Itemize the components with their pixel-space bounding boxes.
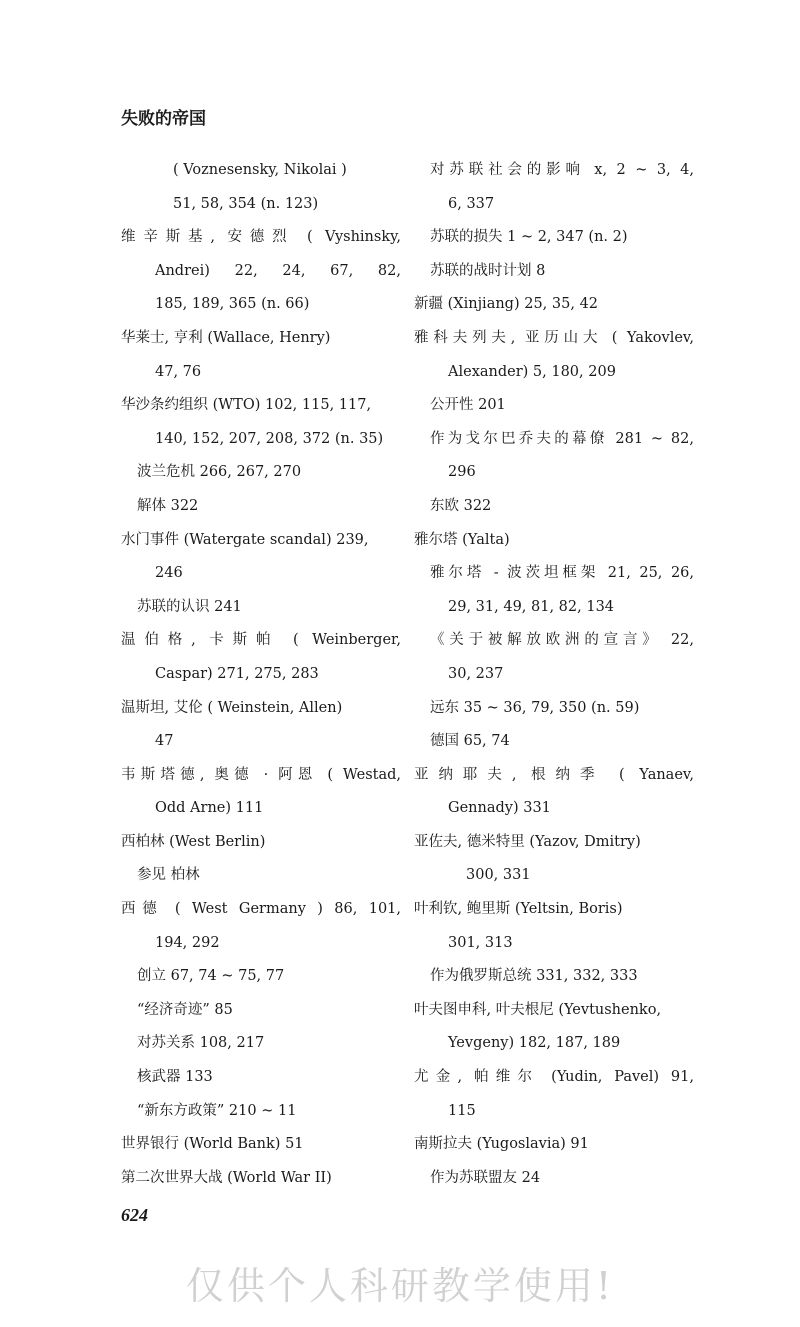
index-entry-line: Andrei) 22, 24, 67, 82, bbox=[155, 262, 401, 279]
index-entry-line: 创立 67, 74 ~ 75, 77 bbox=[137, 968, 285, 985]
index-entry-line: Gennady) 331 bbox=[448, 800, 551, 817]
index-entry-line: 远东 35 ~ 36, 79, 350 (n. 59) bbox=[430, 699, 640, 716]
index-entry-line: Yevgeny) 182, 187, 189 bbox=[448, 1035, 621, 1052]
index-entry-line: 维辛斯基, 安德烈 ( Vyshinsky, bbox=[121, 229, 401, 246]
index-entry-line: 东欧 322 bbox=[430, 497, 492, 514]
index-entry-line: 核武器 133 bbox=[137, 1069, 213, 1086]
index-entry-line: 华沙条约组织 (WTO) 102, 115, 117, bbox=[121, 397, 372, 414]
index-entry-line: 华莱士, 亨利 (Wallace, Henry) bbox=[121, 329, 331, 346]
index-entry-line: 对苏联社会的影响 x, 2 ~ 3, 4, bbox=[430, 162, 694, 178]
index-entry-line: “新东方政策” 210 ~ 11 bbox=[137, 1102, 297, 1119]
index-entry-line: 世界银行 (World Bank) 51 bbox=[121, 1136, 304, 1153]
index-entry-line: 雅科夫列夫, 亚历山大 ( Yakovlev, bbox=[414, 329, 694, 346]
index-entry-line: 300, 331 bbox=[466, 867, 531, 884]
index-entry-line: 叶夫图申科, 叶夫根尼 (Yevtushenko, bbox=[414, 1001, 662, 1018]
index-entry-line: 亚纳耶夫, 根纳季 ( Yanaev, bbox=[414, 766, 694, 783]
index-entry-line: 苏联的损失 1 ~ 2, 347 (n. 2) bbox=[430, 229, 628, 246]
index-entry-line: 德国 65, 74 bbox=[430, 733, 510, 750]
index-entry-line: 作为俄罗斯总统 331, 332, 333 bbox=[430, 968, 638, 985]
index-entry-line: 雅尔塔 - 波茨坦框架 21, 25, 26, bbox=[430, 565, 694, 582]
index-entry-line: 解体 322 bbox=[137, 497, 199, 514]
index-entry-line: 苏联的战时计划 8 bbox=[430, 262, 546, 279]
index-entry-line: 雅尔塔 (Yalta) bbox=[414, 531, 510, 548]
index-entry-line: “经济奇迹” 85 bbox=[137, 1001, 233, 1018]
index-entry-line: 246 bbox=[155, 565, 183, 582]
index-entry-line: Odd Arne) 111 bbox=[155, 800, 264, 817]
index-entry-line: 西柏林 (West Berlin) bbox=[121, 833, 266, 850]
index-entry-line: 29, 31, 49, 81, 82, 134 bbox=[448, 598, 615, 615]
index-entry-line: 30, 237 bbox=[448, 665, 504, 682]
index-entry-line: ( Voznesensky, Nikolai ) bbox=[173, 162, 347, 178]
index-entry-line: 叶利钦, 鲍里斯 (Yeltsin, Boris) bbox=[414, 901, 623, 918]
index-entry-line: 亚佐夫, 德米特里 (Yazov, Dmitry) bbox=[414, 833, 641, 850]
index-entry-line: 公开性 201 bbox=[430, 397, 506, 414]
index-column-left bbox=[121, 154, 401, 1195]
index-entry-line: 波兰危机 266, 267, 270 bbox=[137, 464, 302, 481]
index-entry-line: 作为戈尔巴乔夫的幕僚 281 ~ 82, bbox=[430, 430, 694, 447]
index-entry-line: 南斯拉夫 (Yugoslavia) 91 bbox=[414, 1136, 589, 1153]
index-entry-line: 115 bbox=[448, 1102, 476, 1119]
index-entry-line: 温伯格, 卡斯帕 ( Weinberger, bbox=[121, 632, 401, 649]
index-entry-line: 西德 ( West Germany ) 86, 101, bbox=[121, 901, 401, 918]
index-entry-line: 水门事件 (Watergate scandal) 239, bbox=[121, 531, 369, 548]
index-entry-line: 第二次世界大战 (World War II) bbox=[121, 1169, 332, 1186]
index-entry-line: 51, 58, 354 (n. 123) bbox=[173, 195, 319, 212]
index-entry-line: 301, 313 bbox=[448, 934, 513, 951]
index-entry-line: 296 bbox=[448, 464, 476, 481]
index-entry-line: 韦斯塔德, 奥德 · 阿恩 ( Westad, bbox=[121, 766, 401, 783]
watermark: 仅供个人科研教学使用! bbox=[185, 1264, 615, 1308]
index-entry-line: Alexander) 5, 180, 209 bbox=[448, 363, 616, 380]
index-entry-line: 185, 189, 365 (n. 66) bbox=[155, 296, 310, 313]
index-entry-line: 194, 292 bbox=[155, 934, 220, 951]
index-entry-line: 47, 76 bbox=[155, 363, 202, 380]
page-number: 624 bbox=[121, 1205, 148, 1225]
index-column-right bbox=[414, 154, 694, 1195]
index-entry-line: 对苏关系 108, 217 bbox=[137, 1035, 265, 1052]
index-entry-line: 苏联的认识 241 bbox=[137, 598, 242, 615]
index-entry-line: 参见 柏林 bbox=[137, 867, 200, 884]
index-entry-line: 尤金, 帕维尔 (Yudin, Pavel) 91, bbox=[414, 1069, 694, 1086]
index-entry-line: 《关于被解放欧洲的宣言》 22, bbox=[430, 632, 694, 649]
running-header: 失败的帝国 bbox=[121, 109, 206, 129]
index-entry-line: 温斯坦, 艾伦 ( Weinstein, Allen) bbox=[121, 699, 343, 716]
index-entry-line: 140, 152, 207, 208, 372 (n. 35) bbox=[155, 430, 384, 447]
index-entry-line: 6, 337 bbox=[448, 195, 495, 212]
index-entry-line: 47 bbox=[155, 733, 174, 750]
index-entry-line: 新疆 (Xinjiang) 25, 35, 42 bbox=[414, 296, 599, 313]
index-entry-line: Caspar) 271, 275, 283 bbox=[155, 665, 319, 682]
index-entry-line: 作为苏联盟友 24 bbox=[430, 1169, 541, 1186]
